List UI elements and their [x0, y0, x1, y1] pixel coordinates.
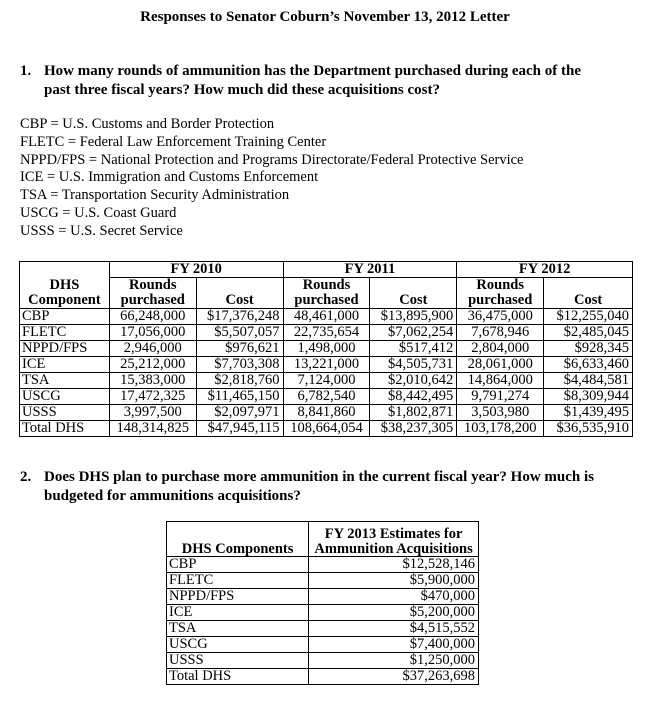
cost-cell: $17,376,248 [196, 309, 283, 325]
component-cell: USCG [167, 637, 309, 653]
rounds-cell: 36,475,000 [457, 309, 544, 325]
column-header-row-1 [20, 278, 633, 294]
component-cell: FLETC [20, 325, 110, 341]
cost-cell: $4,505,731 [370, 357, 457, 373]
table-row [20, 309, 633, 325]
rounds-cell: 3,503,980 [457, 405, 544, 421]
question-1-number: 1. [20, 63, 32, 79]
cost-cell: $1,439,495 [544, 405, 633, 421]
table-row [20, 405, 633, 421]
abbreviation-item: NPPD/FPS = National Protection and Programs Directorate/Federal Protective Service [20, 151, 524, 168]
table-row [167, 653, 479, 669]
question-2-line-1: Does DHS plan to purchase more ammunition in the current fiscal year? How much is [44, 469, 594, 485]
cost-cell: $8,442,495 [370, 389, 457, 405]
question-2-number: 2. [20, 469, 32, 485]
cost-cell: $7,703,308 [196, 357, 283, 373]
rounds-header-line-2: purchased [283, 293, 370, 309]
cost-cell: $11,465,150 [196, 389, 283, 405]
estimate-cell: $4,515,552 [309, 621, 479, 637]
table-row [167, 573, 479, 589]
cost-header: Cost [370, 293, 457, 309]
component-cell: TSA [167, 621, 309, 637]
cost-cell: $5,507,057 [196, 325, 283, 341]
cost-cell: $1,802,871 [370, 405, 457, 421]
rounds-header-line-1: Rounds [457, 278, 544, 294]
rounds-cell: 6,782,540 [283, 389, 370, 405]
rounds-cell: 148,314,825 [109, 421, 196, 437]
table-row [20, 341, 633, 357]
cost-cell: $2,097,971 [196, 405, 283, 421]
ammunition-purchases-body [20, 309, 633, 437]
ammunition-purchases-table [19, 261, 633, 437]
cost-header-spacer [370, 278, 457, 294]
cost-header-spacer [544, 278, 633, 294]
rounds-cell: 7,124,000 [283, 373, 370, 389]
estimates-header [309, 522, 479, 557]
rounds-cell: 108,664,054 [283, 421, 370, 437]
components-header: DHS Components [167, 522, 309, 557]
component-cell: CBP [167, 557, 309, 573]
component-header-line-2: Component [20, 293, 110, 309]
rounds-cell: 103,178,200 [457, 421, 544, 437]
rounds-cell: 22,735,654 [283, 325, 370, 341]
cost-cell: $976,621 [196, 341, 283, 357]
rounds-header-line-2: purchased [457, 293, 544, 309]
abbreviation-item: USCG = U.S. Coast Guard [20, 204, 177, 221]
estimate-cell: $7,400,000 [309, 637, 479, 653]
table-row [20, 325, 633, 341]
cost-cell: $38,237,305 [370, 421, 457, 437]
rounds-cell: 13,221,000 [283, 357, 370, 373]
total-row [167, 669, 479, 685]
cost-cell: $6,633,460 [544, 357, 633, 373]
abbreviation-item: TSA = Transportation Security Administration [20, 187, 290, 204]
cost-header: Cost [196, 293, 283, 309]
rounds-cell: 28,061,000 [457, 357, 544, 373]
estimate-cell: $470,000 [309, 589, 479, 605]
rounds-cell: 2,946,000 [109, 341, 196, 357]
fy2013-estimates-body [167, 557, 479, 685]
rounds-cell: 15,383,000 [109, 373, 196, 389]
estimate-cell: $37,263,698 [309, 669, 479, 685]
abbreviation-list [20, 116, 524, 241]
table-row [167, 557, 479, 573]
cost-cell: $12,255,040 [544, 309, 633, 325]
table-row [20, 357, 633, 373]
table-row [167, 589, 479, 605]
rounds-cell: 1,498,000 [283, 341, 370, 357]
cost-cell: $8,309,944 [544, 389, 633, 405]
table-row [167, 637, 479, 653]
rounds-cell: 9,791,274 [457, 389, 544, 405]
component-cell: ICE [20, 357, 110, 373]
component-cell: TSA [20, 373, 110, 389]
cost-cell: $2,818,760 [196, 373, 283, 389]
question-1-line-2: past three fiscal years? How much did these acquisitions cost? [44, 82, 440, 98]
component-cell: USSS [167, 653, 309, 669]
cost-cell: $7,062,254 [370, 325, 457, 341]
table-row [20, 373, 633, 389]
estimates-header-line-2: Ammunition Acquisitions [314, 540, 473, 557]
question-2-line-2: budgeted for ammunitions acquisitions? [44, 488, 301, 504]
table-row [20, 389, 633, 405]
cost-header: Cost [544, 293, 633, 309]
component-cell: ICE [167, 605, 309, 621]
component-cell: USSS [20, 405, 110, 421]
rounds-header-line-2: purchased [109, 293, 196, 309]
year-header-fy2010: FY 2010 [109, 262, 283, 278]
cost-cell: $2,485,045 [544, 325, 633, 341]
estimate-cell: $5,900,000 [309, 573, 479, 589]
abbreviation-item: FLETC = Federal Law Enforcement Training Center [20, 133, 327, 150]
rounds-cell: 2,804,000 [457, 341, 544, 357]
cost-cell: $36,535,910 [544, 421, 633, 437]
cost-cell: $47,945,115 [196, 421, 283, 437]
component-cell: Total DHS [167, 669, 309, 685]
rounds-cell: 7,678,946 [457, 325, 544, 341]
component-cell: Total DHS [20, 421, 110, 437]
cost-cell: $517,412 [370, 341, 457, 357]
table-row [167, 621, 479, 637]
year-header-row [20, 262, 633, 278]
rounds-cell: 25,212,000 [109, 357, 196, 373]
estimates-header-line-1: FY 2013 Estimates for [324, 526, 463, 542]
rounds-cell: 14,864,000 [457, 373, 544, 389]
component-cell: NPPD/FPS [20, 341, 110, 357]
question-2 [20, 468, 635, 506]
abbreviation-item: CBP = U.S. Customs and Border Protection [20, 116, 275, 132]
rounds-cell: 17,056,000 [109, 325, 196, 341]
document-title: Responses to Senator Coburn’s November 13, 2012 Letter [140, 9, 510, 25]
rounds-cell: 48,461,000 [283, 309, 370, 325]
rounds-header-line-1: Rounds [109, 278, 196, 294]
rounds-cell: 8,841,860 [283, 405, 370, 421]
estimate-cell: $5,200,000 [309, 605, 479, 621]
estimates-header-row [167, 522, 479, 557]
corner-cell [20, 262, 110, 278]
total-row [20, 421, 633, 437]
rounds-header-line-1: Rounds [283, 278, 370, 294]
abbreviation-item: ICE = U.S. Immigration and Customs Enforcement [20, 169, 319, 186]
cost-header-spacer [196, 278, 283, 294]
cost-cell: $4,484,581 [544, 373, 633, 389]
column-header-row-2 [20, 293, 633, 309]
cost-cell: $928,345 [544, 341, 633, 357]
rounds-cell: 3,997,500 [109, 405, 196, 421]
component-cell: FLETC [167, 573, 309, 589]
component-header-line-1: DHS [20, 278, 110, 294]
component-cell: NPPD/FPS [167, 589, 309, 605]
component-cell: USCG [20, 389, 110, 405]
year-header-fy2012: FY 2012 [457, 262, 633, 278]
table-row [167, 605, 479, 621]
cost-cell: $13,895,900 [370, 309, 457, 325]
question-1 [20, 62, 635, 100]
abbreviation-item: USSS = U.S. Secret Service [20, 222, 183, 239]
rounds-cell: 66,248,000 [109, 309, 196, 325]
component-cell: CBP [20, 309, 110, 325]
rounds-cell: 17,472,325 [109, 389, 196, 405]
year-header-fy2011: FY 2011 [283, 262, 457, 278]
fy2013-estimates-table [166, 521, 479, 685]
estimate-cell: $12,528,146 [309, 557, 479, 573]
estimate-cell: $1,250,000 [309, 653, 479, 669]
cost-cell: $2,010,642 [370, 373, 457, 389]
question-1-line-1: How many rounds of ammunition has the Department purchased during each of the [44, 63, 581, 79]
